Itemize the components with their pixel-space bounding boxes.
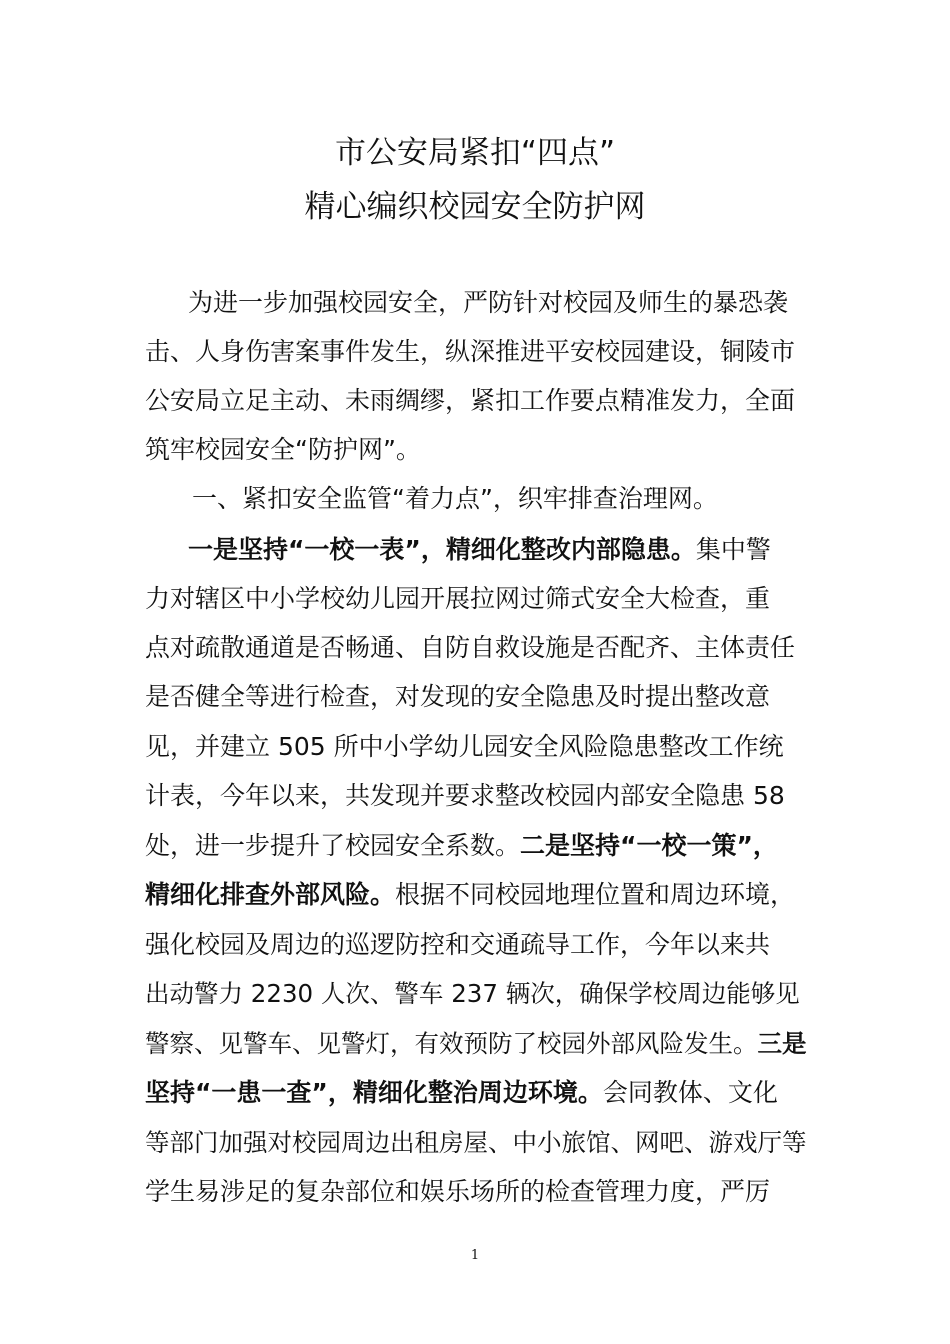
document-title-line-2: 精心编织校园安全防护网: [304, 189, 646, 225]
paragraph-2-line-11: [145, 1027, 807, 1061]
paragraph-2-line-10: 出动警力 2230 人次、警车 237 辆次，确保学校周边能够见: [145, 979, 800, 1008]
paragraph-2-line-11-text: 警察、见警车、见警灯，有效预防了校园外部风险发生。: [145, 1029, 758, 1058]
paragraph-2-line-13: 等部门加强对校园周边出租房屋、中小旅馆、网吧、游戏厅等: [145, 1128, 807, 1157]
paragraph-1-line-3: 公安局立足主动、未雨绸缪，紧扣工作要点精准发力，全面: [145, 386, 796, 415]
paragraph-2-line-8: [145, 878, 795, 912]
paragraph-2-line-7: [145, 829, 778, 863]
page-number: 1: [470, 1248, 480, 1263]
document-title-line-1: 市公安局紧扣“四点”: [334, 135, 616, 171]
point-1-heading: 一是坚持“一校一表”，精细化整改内部隐患。: [188, 535, 696, 564]
point-3-heading-part-1: 三是: [757, 1029, 807, 1058]
paragraph-2-line-6: 计表，今年以来，共发现并要求整改校园内部安全隐患 58: [145, 781, 785, 810]
paragraph-2-line-14: 学生易涉足的复杂部位和娱乐场所的检查管理力度，严厉: [145, 1177, 771, 1206]
point-3-heading-part-2: 坚持“一患一查”，精细化整治周边环境。: [145, 1078, 603, 1107]
paragraph-2-line-4: 是否健全等进行检查，对发现的安全隐患及时提出整改意: [145, 682, 771, 711]
paragraph-2-line-1: [188, 533, 771, 567]
paragraph-2-line-7-text: 处，进一步提升了校园安全系数。: [145, 831, 521, 860]
section-1-heading: 一、紧扣安全监管“着力点”，织牢排查治理网。: [192, 484, 718, 513]
point-2-heading-part-2: 精细化排查外部风险。: [145, 880, 396, 909]
paragraph-1-line-4: 筑牢校园安全“防护网”。: [145, 435, 421, 464]
paragraph-2-line-1-text: 集中警: [695, 535, 771, 564]
paragraph-2-line-9: 强化校园及周边的巡逻防控和交通疏导工作，今年以来共: [145, 930, 771, 959]
paragraph-1-line-2: 击、人身伤害案事件发生，纵深推进平安校园建设，铜陵市: [145, 337, 796, 366]
paragraph-2-line-5: 见，并建立 505 所中小学幼儿园安全风险隐患整改工作统: [145, 732, 784, 761]
point-2-heading-part-1: 二是坚持“一校一策”，: [520, 831, 778, 860]
paragraph-2-line-12: [145, 1076, 778, 1110]
paragraph-2-line-2: 力对辖区中小学校幼儿园开展拉网过筛式安全大检查，重: [145, 584, 771, 613]
paragraph-2-line-3: 点对疏散通道是否畅通、自防自救设施是否配齐、主体责任: [145, 633, 796, 662]
paragraph-1-line-1: 为进一步加强校园安全，严防针对校园及师生的暴恐袭: [188, 288, 789, 317]
paragraph-2-line-12-text: 会同教体、文化: [602, 1078, 778, 1107]
paragraph-2-line-8-text: 根据不同校园地理位置和周边环境，: [395, 880, 796, 909]
